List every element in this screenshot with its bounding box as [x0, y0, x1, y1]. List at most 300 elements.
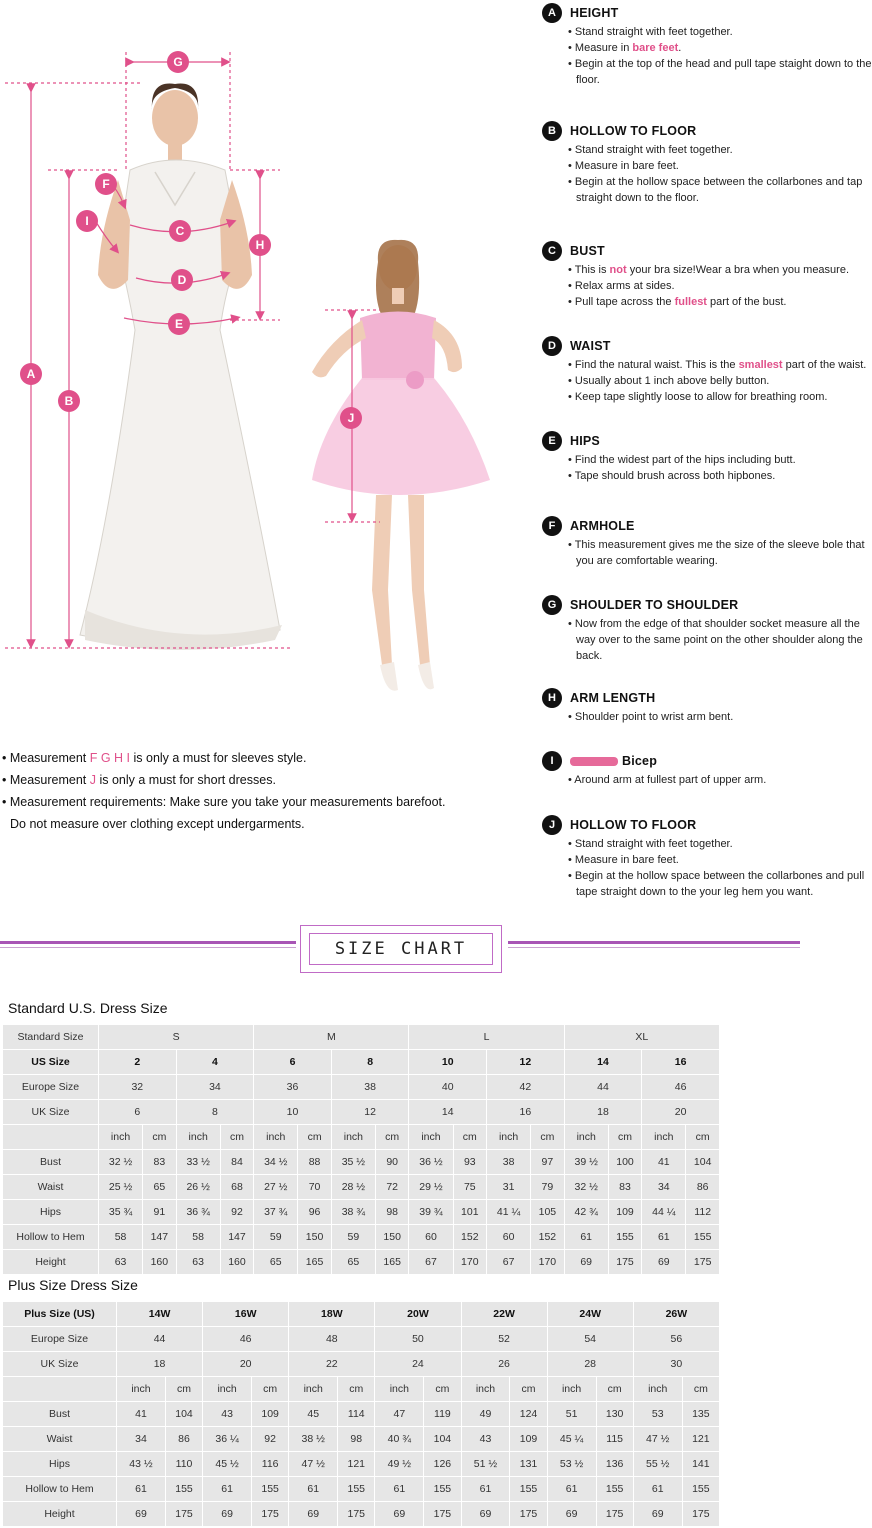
- measurement-value: 61: [564, 1225, 608, 1250]
- measurement-value: 58: [99, 1225, 143, 1250]
- measurement-value: 131: [510, 1452, 547, 1477]
- measurement-value: 61: [375, 1477, 424, 1502]
- header-label: Standard Size: [3, 1025, 99, 1050]
- measurement-value: 63: [99, 1250, 143, 1275]
- measurement-value: 175: [252, 1502, 289, 1527]
- measurement-value: 65: [254, 1250, 298, 1275]
- table-row: [3, 1075, 720, 1100]
- size-value: 50: [375, 1327, 461, 1352]
- measurement-value: 32 ½: [564, 1175, 608, 1200]
- measurement-value: 34: [642, 1175, 686, 1200]
- row-label: Height: [3, 1502, 117, 1527]
- instruction-line: • Relax arms at sides.: [568, 280, 675, 292]
- measurement-value: 141: [682, 1452, 719, 1477]
- measurement-value: 70: [298, 1175, 332, 1200]
- measurement-value: 25 ½: [99, 1175, 143, 1200]
- table-row: [3, 1050, 720, 1075]
- measurement-value: 155: [682, 1477, 719, 1502]
- row-label: Bust: [3, 1402, 117, 1427]
- instruction-i: [542, 750, 872, 788]
- measurement-value: 69: [642, 1250, 686, 1275]
- measurement-value: 61: [117, 1477, 166, 1502]
- bridal-model: [80, 84, 282, 650]
- label-b: B: [58, 390, 80, 412]
- measurement-value: 37 ¾: [254, 1200, 298, 1225]
- measurement-value: 104: [686, 1150, 720, 1175]
- banner-frame: [300, 925, 502, 973]
- measurement-value: 60: [487, 1225, 531, 1250]
- unit-cm: cm: [338, 1377, 375, 1402]
- size-value: 32: [99, 1075, 177, 1100]
- label-h: H: [249, 234, 271, 256]
- measurement-value: 31: [487, 1175, 531, 1200]
- instruction-line: • Measure in bare feet.: [568, 42, 682, 54]
- measurement-value: 69: [289, 1502, 338, 1527]
- instruction-line: • Pull tape across the fullest part of the bust.: [568, 296, 787, 308]
- measurement-value: 98: [338, 1427, 375, 1452]
- measurement-value: 110: [165, 1452, 202, 1477]
- size-value: 26W: [633, 1302, 719, 1327]
- measurement-value: 83: [608, 1175, 642, 1200]
- note-sleeves: • Measurement F G H I is only a must for sleeves style.: [2, 751, 307, 765]
- size-value: 52: [461, 1327, 547, 1352]
- measurement-value: 61: [203, 1477, 252, 1502]
- size-group: XL: [564, 1025, 719, 1050]
- unit-cm: cm: [510, 1377, 547, 1402]
- table-row: [3, 1225, 720, 1250]
- instruction-badge: I: [542, 751, 562, 771]
- instruction-line: • This measurement gives me the size of the sleeve bole that you are comfortable wearing.: [568, 539, 865, 567]
- table-row: [3, 1200, 720, 1225]
- measurement-value: 109: [608, 1200, 642, 1225]
- instruction-a: [542, 2, 872, 88]
- unit-cm: cm: [143, 1125, 177, 1150]
- measurement-value: 165: [375, 1250, 409, 1275]
- instruction-line: • Begin at the hollow space between the collarbones and tap straight down to the floor.: [568, 176, 863, 204]
- instruction-badge: B: [542, 121, 562, 141]
- size-value: 44: [117, 1327, 203, 1352]
- size-value: 24: [375, 1352, 461, 1377]
- size-value: 28: [547, 1352, 633, 1377]
- table-row: [3, 1125, 720, 1150]
- instruction-g: [542, 594, 872, 664]
- measurement-value: 63: [176, 1250, 220, 1275]
- instruction-j: [542, 814, 872, 900]
- measurement-value: 61: [461, 1477, 510, 1502]
- table-row: [3, 1302, 720, 1327]
- size-value: 16: [487, 1100, 565, 1125]
- row-label: Hollow to Hem: [3, 1225, 99, 1250]
- measurement-value: 105: [531, 1200, 565, 1225]
- measurement-value: 114: [338, 1402, 375, 1427]
- instruction-line: • Begin at the top of the head and pull tape staight down to the floor.: [568, 58, 872, 86]
- measurement-value: 32 ½: [99, 1150, 143, 1175]
- instruction-title: ARM LENGTH: [570, 691, 656, 705]
- measurement-value: 79: [531, 1175, 565, 1200]
- row-label: Europe Size: [3, 1075, 99, 1100]
- measurement-value: 55 ½: [633, 1452, 682, 1477]
- table-row: [3, 1427, 720, 1452]
- measurement-value: 36 ½: [409, 1150, 453, 1175]
- measurement-value: 147: [143, 1225, 177, 1250]
- size-value: 16: [642, 1050, 720, 1075]
- instruction-line: • Measure in bare feet.: [568, 160, 679, 172]
- instruction-header: [542, 120, 872, 142]
- size-value: 10: [254, 1100, 332, 1125]
- measurement-value: 86: [686, 1175, 720, 1200]
- row-label: US Size: [3, 1050, 99, 1075]
- measurement-value: 155: [608, 1225, 642, 1250]
- measurement-value: 61: [633, 1477, 682, 1502]
- blank-cell: [3, 1377, 117, 1402]
- instruction-line: • Shoulder point to wrist arm bent.: [568, 711, 734, 723]
- measurement-illustration: [0, 0, 530, 740]
- instruction-line: • Find the natural waist. This is the smallest part of the waist.: [568, 359, 867, 371]
- unit-inch: inch: [254, 1125, 298, 1150]
- measurement-value: 155: [338, 1477, 375, 1502]
- size-value: 6: [254, 1050, 332, 1075]
- label-i: I: [76, 210, 98, 232]
- measurement-value: 51 ½: [461, 1452, 510, 1477]
- measurement-value: 38 ¾: [331, 1200, 375, 1225]
- size-value: 20: [203, 1352, 289, 1377]
- measurement-value: 155: [510, 1477, 547, 1502]
- measurement-value: 45 ¼: [547, 1427, 596, 1452]
- instruction-title: HIPS: [570, 434, 600, 448]
- unit-inch: inch: [375, 1377, 424, 1402]
- measurement-value: 155: [686, 1225, 720, 1250]
- measurement-value: 33 ½: [176, 1150, 220, 1175]
- table-row: [3, 1452, 720, 1477]
- instruction-title: BUST: [570, 244, 605, 258]
- instruction-header: [542, 750, 872, 772]
- table-row: [3, 1025, 720, 1050]
- row-label: Waist: [3, 1427, 117, 1452]
- label-a: A: [20, 363, 42, 385]
- instruction-badge: D: [542, 336, 562, 356]
- measurement-value: 121: [682, 1427, 719, 1452]
- row-label: Height: [3, 1250, 99, 1275]
- measurement-value: 65: [331, 1250, 375, 1275]
- instruction-h: [542, 687, 872, 725]
- size-value: 46: [642, 1075, 720, 1100]
- label-g: G: [167, 51, 189, 73]
- unit-inch: inch: [547, 1377, 596, 1402]
- measurement-value: 53: [633, 1402, 682, 1427]
- measurement-value: 150: [375, 1225, 409, 1250]
- measurement-value: 97: [531, 1150, 565, 1175]
- measurement-value: 68: [220, 1175, 254, 1200]
- instruction-title: ARMHOLE: [570, 519, 635, 533]
- unit-inch: inch: [99, 1125, 143, 1150]
- label-c: C: [169, 220, 191, 242]
- row-label: Hollow to Hem: [3, 1477, 117, 1502]
- measurement-value: 69: [461, 1502, 510, 1527]
- measurement-value: 175: [686, 1250, 720, 1275]
- instruction-badge: J: [542, 815, 562, 835]
- label-e: E: [168, 313, 190, 335]
- unit-cm: cm: [424, 1377, 461, 1402]
- measurement-value: 53 ½: [547, 1452, 596, 1477]
- size-value: 54: [547, 1327, 633, 1352]
- measurement-value: 43: [203, 1402, 252, 1427]
- measurement-value: 175: [596, 1502, 633, 1527]
- measurement-value: 43: [461, 1427, 510, 1452]
- instruction-header: [542, 594, 872, 616]
- measurement-value: 101: [453, 1200, 487, 1225]
- measurement-value: 69: [117, 1502, 166, 1527]
- measurement-value: 109: [510, 1427, 547, 1452]
- measurement-value: 41 ¼: [487, 1200, 531, 1225]
- measurement-value: 40 ¾: [375, 1427, 424, 1452]
- redaction-scribble: [570, 757, 618, 766]
- size-value: 8: [176, 1100, 254, 1125]
- size-group: M: [254, 1025, 409, 1050]
- measurement-value: 84: [220, 1150, 254, 1175]
- measurement-value: 59: [254, 1225, 298, 1250]
- measurement-value: 170: [453, 1250, 487, 1275]
- measurement-value: 49 ½: [375, 1452, 424, 1477]
- blank-cell: [3, 1125, 99, 1150]
- unit-inch: inch: [331, 1125, 375, 1150]
- instruction-e: [542, 430, 872, 484]
- size-value: 14: [409, 1100, 487, 1125]
- measurement-value: 42 ¾: [564, 1200, 608, 1225]
- measurement-value: 26 ½: [176, 1175, 220, 1200]
- unit-inch: inch: [117, 1377, 166, 1402]
- table-row: [3, 1175, 720, 1200]
- row-label: Europe Size: [3, 1327, 117, 1352]
- instruction-badge: C: [542, 241, 562, 261]
- instruction-title: Bicep: [622, 754, 658, 768]
- header-label: Plus Size (US): [3, 1302, 117, 1327]
- size-value: 12: [487, 1050, 565, 1075]
- measurement-value: 155: [424, 1477, 461, 1502]
- size-value: 20: [642, 1100, 720, 1125]
- table-row: [3, 1477, 720, 1502]
- instruction-line: • This is not your bra size!Wear a bra when you measure.: [568, 264, 850, 276]
- measurement-value: 69: [203, 1502, 252, 1527]
- table-row: [3, 1250, 720, 1275]
- size-value: 12: [331, 1100, 409, 1125]
- instruction-header: [542, 814, 872, 836]
- measurement-value: 34: [117, 1427, 166, 1452]
- measurement-value: 27 ½: [254, 1175, 298, 1200]
- measurement-value: 100: [608, 1150, 642, 1175]
- measurement-value: 67: [409, 1250, 453, 1275]
- instruction-badge: A: [542, 3, 562, 23]
- row-label: UK Size: [3, 1352, 117, 1377]
- measurement-value: 91: [143, 1200, 177, 1225]
- instruction-line: • Begin at the hollow space between the collarbones and pull tape straight down to the your leg hem you want.: [568, 870, 865, 898]
- unit-cm: cm: [531, 1125, 565, 1150]
- instruction-line: • Measure in bare feet.: [568, 854, 679, 866]
- short-dress-model: [312, 240, 490, 691]
- measurement-value: 75: [453, 1175, 487, 1200]
- unit-cm: cm: [608, 1125, 642, 1150]
- unit-cm: cm: [682, 1377, 719, 1402]
- measurement-value: 67: [487, 1250, 531, 1275]
- instruction-line: • Stand straight with feet together.: [568, 838, 733, 850]
- size-value: 4: [176, 1050, 254, 1075]
- measurement-value: 170: [531, 1250, 565, 1275]
- measurement-value: 175: [165, 1502, 202, 1527]
- unit-cm: cm: [596, 1377, 633, 1402]
- measurement-value: 58: [176, 1225, 220, 1250]
- size-value: 42: [487, 1075, 565, 1100]
- measurement-value: 152: [531, 1225, 565, 1250]
- instruction-header: [542, 515, 872, 537]
- unit-inch: inch: [633, 1377, 682, 1402]
- size-value: 16W: [203, 1302, 289, 1327]
- size-value: 14W: [117, 1302, 203, 1327]
- instruction-header: [542, 430, 872, 452]
- instruction-title: WAIST: [570, 339, 611, 353]
- size-value: 30: [633, 1352, 719, 1377]
- size-chart-banner: [0, 925, 872, 975]
- table-row: [3, 1402, 720, 1427]
- measurement-value: 136: [596, 1452, 633, 1477]
- table-row: [3, 1352, 720, 1377]
- instruction-header: [542, 687, 872, 709]
- measurement-value: 69: [564, 1250, 608, 1275]
- measurement-value: 39 ½: [564, 1150, 608, 1175]
- measurement-value: 45 ½: [203, 1452, 252, 1477]
- standard-table-title: Standard U.S. Dress Size: [8, 1000, 168, 1016]
- measurement-value: 88: [298, 1150, 332, 1175]
- size-value: 56: [633, 1327, 719, 1352]
- model-figures: [0, 0, 530, 740]
- table-row: [3, 1377, 720, 1402]
- measurement-value: 72: [375, 1175, 409, 1200]
- instruction-line: • Find the widest part of the hips including butt.: [568, 454, 796, 466]
- size-value: 18: [117, 1352, 203, 1377]
- measurement-value: 61: [547, 1477, 596, 1502]
- table-row: [3, 1100, 720, 1125]
- instruction-badge: G: [542, 595, 562, 615]
- size-value: 10: [409, 1050, 487, 1075]
- unit-inch: inch: [461, 1377, 510, 1402]
- measurement-value: 175: [338, 1502, 375, 1527]
- row-label: Hips: [3, 1200, 99, 1225]
- measurement-value: 49: [461, 1402, 510, 1427]
- unit-inch: inch: [642, 1125, 686, 1150]
- instruction-badge: E: [542, 431, 562, 451]
- measurement-value: 59: [331, 1225, 375, 1250]
- measurement-value: 96: [298, 1200, 332, 1225]
- size-value: 34: [176, 1075, 254, 1100]
- plus-size-table: [2, 1301, 720, 1527]
- measurement-value: 43 ½: [117, 1452, 166, 1477]
- measurement-value: 152: [453, 1225, 487, 1250]
- instruction-line: • Around arm at fullest part of upper arm.: [568, 774, 767, 786]
- label-d: D: [171, 269, 193, 291]
- size-value: 6: [99, 1100, 177, 1125]
- size-value: 26: [461, 1352, 547, 1377]
- measurement-value: 160: [220, 1250, 254, 1275]
- measurement-value: 38: [487, 1150, 531, 1175]
- measurement-value: 165: [298, 1250, 332, 1275]
- size-value: 40: [409, 1075, 487, 1100]
- row-label: Hips: [3, 1452, 117, 1477]
- size-group: S: [99, 1025, 254, 1050]
- measurement-value: 175: [424, 1502, 461, 1527]
- measurement-value: 155: [165, 1477, 202, 1502]
- size-value: 22: [289, 1352, 375, 1377]
- label-j: J: [340, 407, 362, 429]
- table-row: [3, 1150, 720, 1175]
- instruction-title: HOLLOW TO FLOOR: [570, 818, 697, 832]
- banner-title: SIZE CHART: [309, 933, 493, 965]
- measurement-value: 36 ¾: [176, 1200, 220, 1225]
- size-value: 14: [564, 1050, 642, 1075]
- size-value: 46: [203, 1327, 289, 1352]
- standard-size-table: [2, 1024, 720, 1275]
- row-label: Bust: [3, 1150, 99, 1175]
- measurement-value: 104: [424, 1427, 461, 1452]
- measurement-value: 38 ½: [289, 1427, 338, 1452]
- plus-table-title: Plus Size Dress Size: [8, 1277, 138, 1293]
- instruction-line: • Stand straight with feet together.: [568, 26, 733, 38]
- measurement-value: 175: [510, 1502, 547, 1527]
- size-value: 22W: [461, 1302, 547, 1327]
- size-value: 18W: [289, 1302, 375, 1327]
- measurement-value: 121: [338, 1452, 375, 1477]
- unit-cm: cm: [298, 1125, 332, 1150]
- unit-inch: inch: [409, 1125, 453, 1150]
- instruction-header: [542, 240, 872, 262]
- measurement-value: 93: [453, 1150, 487, 1175]
- measurement-value: 61: [289, 1477, 338, 1502]
- unit-inch: inch: [176, 1125, 220, 1150]
- note-requirements: • Measurement requirements: Make sure you take your measurements barefoot.: [2, 795, 446, 809]
- unit-cm: cm: [165, 1377, 202, 1402]
- measurement-value: 36 ¼: [203, 1427, 252, 1452]
- unit-inch: inch: [289, 1377, 338, 1402]
- label-f: F: [95, 173, 117, 195]
- size-value: 20W: [375, 1302, 461, 1327]
- measurement-value: 61: [642, 1225, 686, 1250]
- instruction-b: [542, 120, 872, 206]
- size-value: 44: [564, 1075, 642, 1100]
- instruction-d: [542, 335, 872, 405]
- measurement-value: 69: [547, 1502, 596, 1527]
- measurement-value: 90: [375, 1150, 409, 1175]
- measurement-value: 69: [633, 1502, 682, 1527]
- unit-inch: inch: [487, 1125, 531, 1150]
- measurement-value: 98: [375, 1200, 409, 1225]
- measurement-value: 47 ½: [633, 1427, 682, 1452]
- measurement-value: 39 ¾: [409, 1200, 453, 1225]
- measurement-value: 126: [424, 1452, 461, 1477]
- table-row: [3, 1502, 720, 1527]
- size-value: 36: [254, 1075, 332, 1100]
- instruction-badge: H: [542, 688, 562, 708]
- instruction-title: HOLLOW TO FLOOR: [570, 124, 697, 138]
- size-value: 2: [99, 1050, 177, 1075]
- unit-inch: inch: [203, 1377, 252, 1402]
- size-value: 38: [331, 1075, 409, 1100]
- unit-cm: cm: [686, 1125, 720, 1150]
- measurement-value: 47 ½: [289, 1452, 338, 1477]
- instruction-f: [542, 515, 872, 569]
- measurement-value: 34 ½: [254, 1150, 298, 1175]
- measurement-value: 150: [298, 1225, 332, 1250]
- measurement-value: 175: [682, 1502, 719, 1527]
- instruction-line: • Usually about 1 inch above belly button.: [568, 375, 770, 387]
- measurement-value: 28 ½: [331, 1175, 375, 1200]
- size-value: 18: [564, 1100, 642, 1125]
